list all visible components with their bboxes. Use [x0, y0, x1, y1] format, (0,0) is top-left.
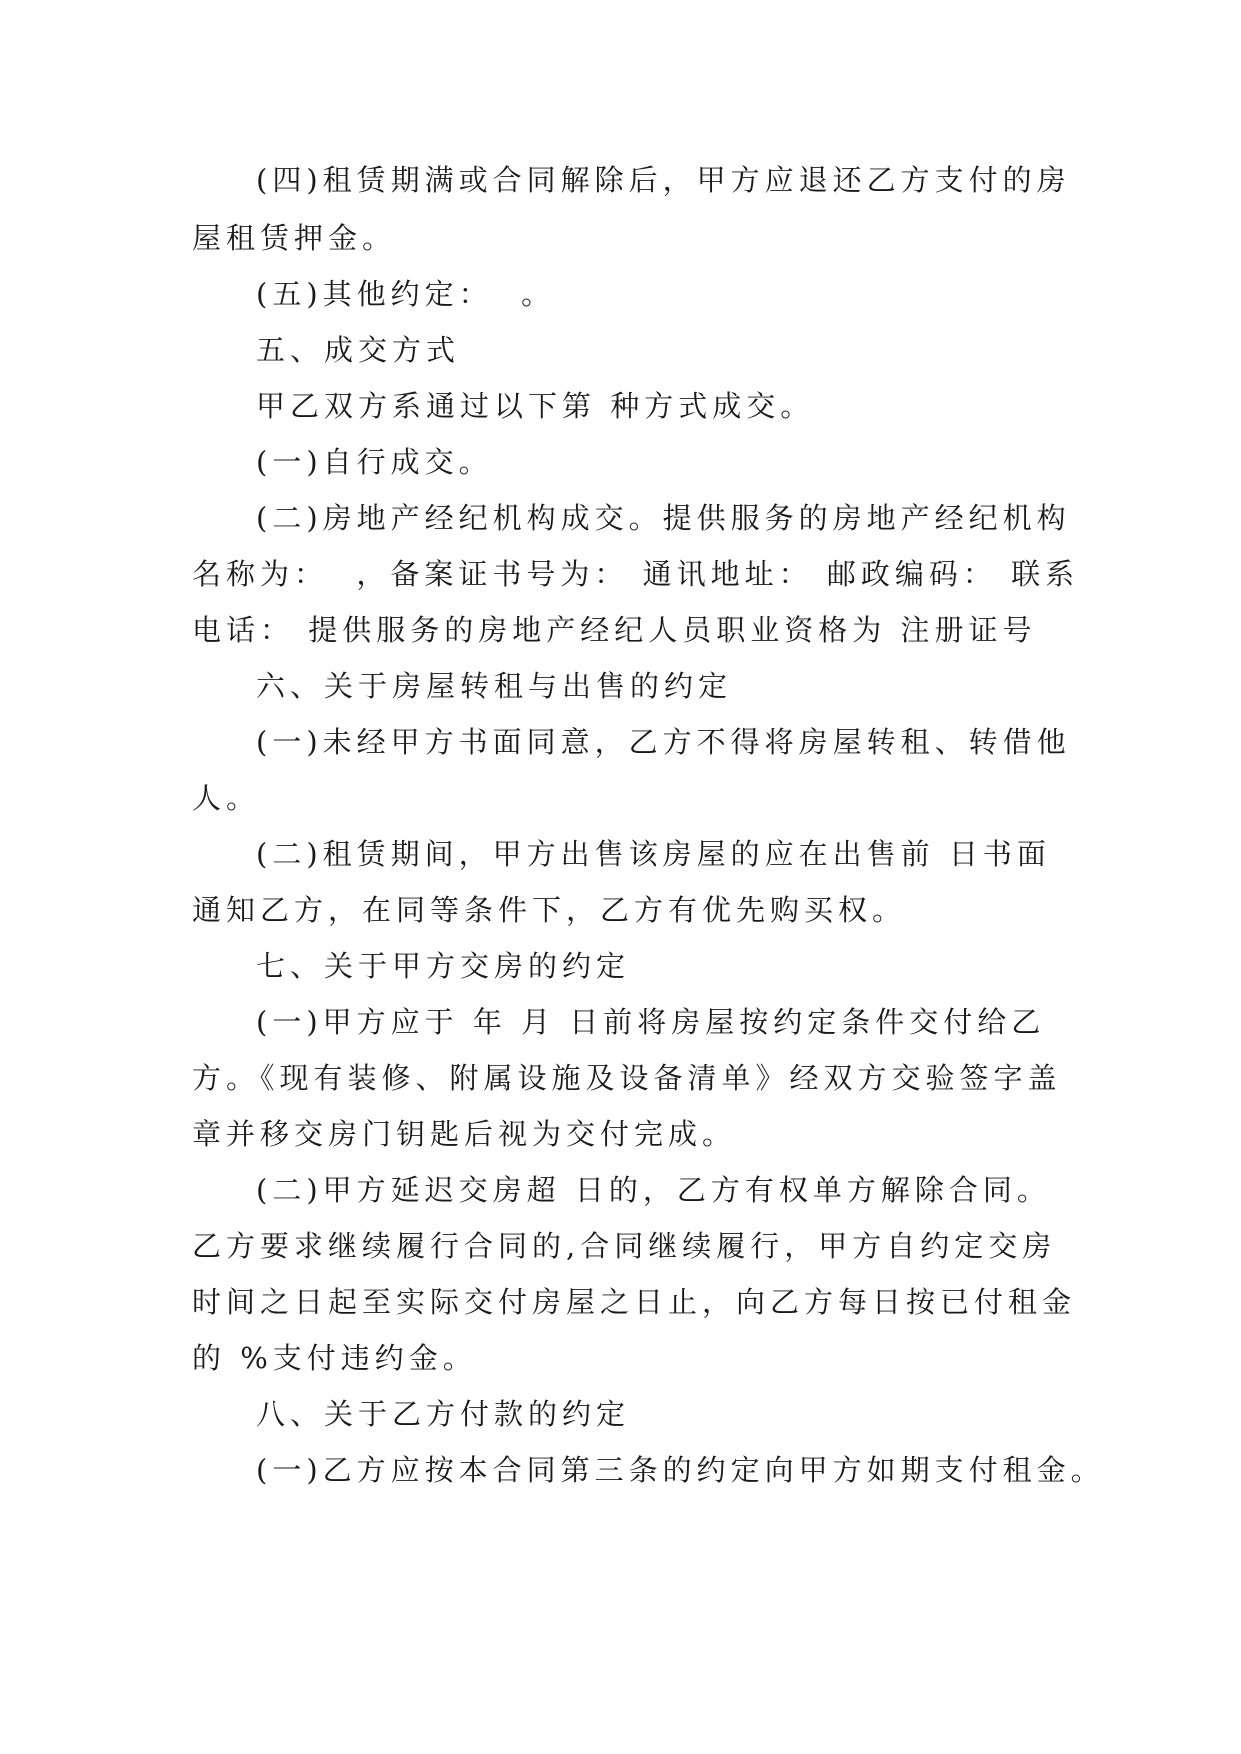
text-line: 甲乙双方系通过以下第 种方式成交。: [256, 389, 815, 423]
text-line: (四)租赁期满或合同解除后，甲方应退还乙方支付的房: [256, 163, 1071, 197]
section-heading: 五、成交方式: [256, 333, 461, 367]
text-line: (一)乙方应按本合同第三条的约定向甲方如期支付租金。: [256, 1453, 1105, 1487]
text-line: 人。: [192, 781, 261, 815]
text-line: (二)租赁期间，甲方出售该房屋的应在出售前 日书面: [256, 837, 1051, 871]
text-line: (一)未经甲方书面同意，乙方不得将房屋转租、转借他: [256, 725, 1071, 759]
text-line: 的 %支付违约金。: [192, 1341, 477, 1375]
text-line: 时间之日起至实际交付房屋之日止，向乙方每日按已付租金: [192, 1285, 1077, 1319]
text-line: 通知乙方，在同等条件下，乙方有优先购买权。: [192, 893, 907, 927]
section-heading: 八、关于乙方付款的约定: [256, 1397, 631, 1431]
text-line: 屋租赁押金。: [192, 221, 397, 255]
section-heading: 七、关于甲方交房的约定: [256, 949, 631, 983]
text-line: (一)甲方应于 年 月 日前将房屋按约定条件交付给乙: [256, 1005, 1046, 1039]
text-line: (二)房地产经纪机构成交。提供服务的房地产经纪机构: [256, 501, 1071, 535]
section-heading: 六、关于房屋转租与出售的约定: [256, 669, 733, 703]
text-line: 方。《现有装修、附属设施及设备清单》经双方交验签字盖: [192, 1061, 1062, 1095]
text-line: 电话： 提供服务的房地产经纪人员职业资格为 注册证号: [192, 613, 1037, 647]
text-line: (一)自行成交。: [256, 445, 493, 479]
text-line: 名称为： ，备案证书号为： 通讯地址： 邮政编码： 联系: [192, 557, 1080, 591]
text-line: 章并移交房门钥匙后视为交付完成。: [192, 1117, 737, 1151]
text-line: (二)甲方延迟交房超 日的，乙方有权单方解除合同。: [256, 1173, 1051, 1207]
text-line: 乙方要求继续履行合同的,合同继续履行，甲方自约定交房: [192, 1229, 1057, 1263]
text-line: (五)其他约定： 。: [256, 277, 556, 311]
